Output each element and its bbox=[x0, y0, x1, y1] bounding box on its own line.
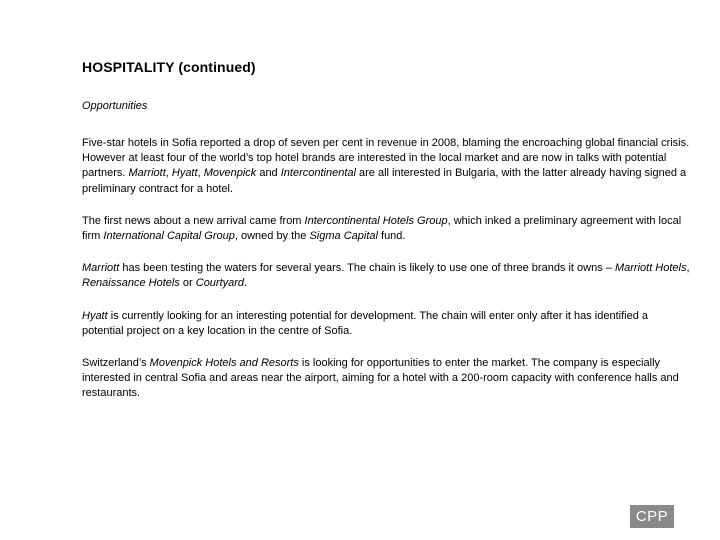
italic-text-run: Movenpick Hotels and Resorts bbox=[149, 357, 299, 370]
italic-text-run: Sigma Capital bbox=[309, 230, 378, 243]
italic-text-run: Movenpick bbox=[203, 167, 257, 180]
text-run: fund. bbox=[377, 230, 406, 243]
text-run: The first news about a new arrival came from bbox=[82, 214, 305, 227]
text-run: , bbox=[197, 167, 204, 180]
italic-text-run: Hyatt bbox=[82, 309, 108, 322]
text-run: or bbox=[179, 277, 196, 290]
cpp-logo: CPP bbox=[630, 505, 674, 528]
text-run: is currently looking for an interesting potential for development. The chain will enter only after it has identified a potential project on a key location in the centre of Sofia. bbox=[82, 309, 649, 337]
text-run: Switzerland’s bbox=[82, 357, 150, 370]
text-run: is looking for opportunities to enter the market. The company is especially interested in central Sofia and areas near the airport, aiming for a hotel with a 200-room capacity with conference halls and restaurants. bbox=[82, 357, 679, 400]
text-run: . bbox=[244, 277, 248, 290]
italic-text-run: International Capital Group bbox=[103, 230, 235, 243]
text-run: and bbox=[256, 167, 281, 180]
text-run: , owned by the bbox=[234, 230, 310, 243]
page-title: HOSPITALITY (continued) bbox=[82, 59, 256, 75]
paragraph bbox=[82, 309, 692, 339]
italic-text-run: Renaissance Hotels bbox=[82, 277, 180, 290]
body-text bbox=[82, 136, 692, 419]
paragraph bbox=[82, 214, 692, 244]
italic-text-run: Intercontinental Hotels Group bbox=[304, 214, 448, 227]
italic-text-run: Hyatt bbox=[171, 167, 198, 180]
italic-text-run: Marriott Hotels bbox=[614, 262, 687, 275]
paragraph bbox=[82, 136, 692, 197]
text-run: has been testing the waters for several years. The chain is likely to use one of three brands it owns – bbox=[119, 262, 615, 275]
text-run: , bbox=[165, 167, 172, 180]
italic-text-run: Marriott bbox=[128, 167, 166, 180]
italic-text-run: Marriott bbox=[82, 262, 120, 275]
section-subtitle: Opportunities bbox=[82, 100, 148, 112]
text-run: Five-star hotels in Sofia reported a drop of seven per cent in revenue in 2008, blaming the encroaching global financial crisis. However at least four of the world’s top hotel brands are interested in the local market and are now in talks with potential partners. bbox=[82, 137, 690, 180]
text-run: , which inked a preliminary agreement with local firm bbox=[82, 214, 682, 243]
italic-text-run: Courtyard bbox=[195, 277, 245, 290]
text-run: , bbox=[686, 262, 690, 275]
paragraph bbox=[82, 356, 692, 402]
italic-text-run: Intercontinental bbox=[280, 167, 356, 180]
paragraph bbox=[82, 261, 692, 291]
text-run: are all interested in Bulgaria, with the latter already having signed a preliminary contract for a hotel. bbox=[82, 167, 687, 195]
